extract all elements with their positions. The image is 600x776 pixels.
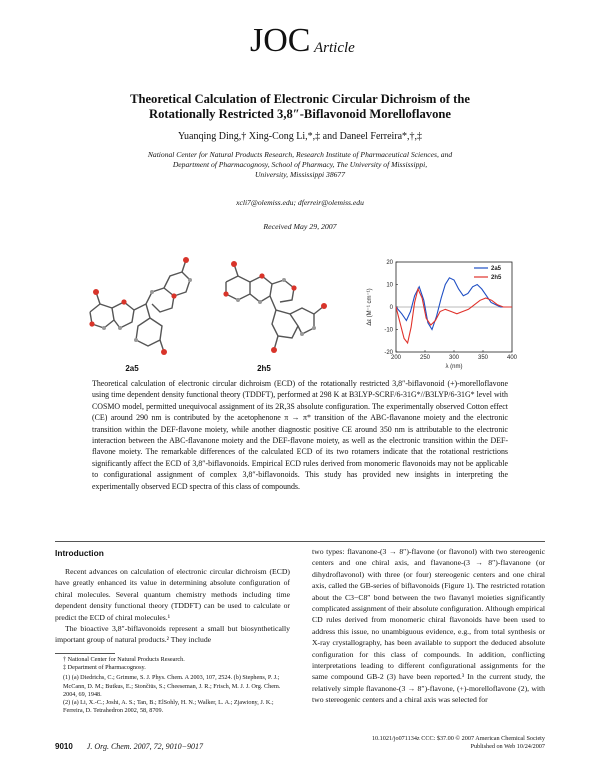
chart-y-tick-label: 0 [389,305,393,311]
affiliation-line-3: University, Mississippi 38677 [254,170,346,179]
affiliation [80,150,520,180]
right-column-text: two types: flavanone-(3 → 8″)-flavone (or flavonol) with two stereogenic centers and one chiral axis, and flavanone-(3 → 8″)-flavanone (or dihydroflavonol) with three (or four) stereogenic centers and one chiral axis, called the GB-series of biflavonoids (Figure 1). The restricted rotation about the C3−C8″ bond between the two flavanyl moieties significantly complicated assignment of their absolute configuration. Although empirical CD rules derived from monomeric chiral flavonoids have been used to address this issue, no unambiguous evidence, e.g., from total synthesis or X-ray crystallography, has been available to support the deduced absolute configuration for this class of compounds. In addition, conflicting interpretations leading to different configurational assignments for the same compound GB-2 (3) have been reported.³ In the current study, the relatively simple flavanone-(3 → 8″)-flavone, (+)-morelloflavone (2), with two stereogenic centers and a chiral axis was selected for [312,547,545,705]
chart-y-axis-label: Δε (M⁻¹ cm⁻¹) [367,288,373,326]
title-line-1: Theoretical Calculation of Electronic Circular Dichroism of the [130,92,470,106]
page-footer-right [340,735,545,751]
section-divider [55,541,545,542]
chart-y-tick-label: -10 [384,327,393,334]
page-number: 9010 [55,742,73,751]
abstract: Theoretical calculation of electronic circular dichroism (ECD) of the rotationally restricted 3,8″-biflavonoid (+)-morelloflavone using time dependent density functional theory (TDDFT), performed at 298 K at B3LYP-SCRF/6-31G*//B3LYP/6-31G* level with COSMO model, permitted unequivocal assignment of its 2R,3S absolute configuration. The experimentally observed Cotton effect (CE) around 290 nm is contributed by the acetophenone π → π* transition of the ABC-flavanone moiety and the electronic transition within the DEF-flavone moiety, while another diagnostic positive CE around 350 nm is attributable to the electronic interaction between the ABC-flavanone moiety and the DEF-flavone moiety, as well as the electronic transition within the DEF-flavone moiety. The remarkable differences of the calculated ECD of its two rotamers indicate that the rotational restrictions significantly affect the ECD of 3,8″-biflavonoids. Empirical ECD rules derived from monomeric flavonoids may not be applicable to configurational assignment of complex 3,8″-biflavonoids. This study has provided new insights in interpreting the experimentally observed ECD spectra of this class of compounds. [92,379,508,491]
chart-x-axis-label: λ (nm) [445,364,463,370]
chart-x-tick-label: 200 [390,355,402,361]
chart-legend-label-2h5: 2h5 [491,275,502,281]
footnotes [55,656,290,715]
footnote-ref-2: (2) (a) Li, X.-C.; Joshi, A. S.; Tan, B.; ElSohly, H. N.; Walker, L. A.; Zjawiony, J. K.; Ferreira, D. Tetrahedron 2002, 58, 8709. [63,699,274,715]
doi-line: 10.1021/jo071134z CCC: $37.00 © 2007 American Chemical Society [371,735,545,742]
article-title [70,92,530,122]
page-footer-left [55,742,203,751]
chart-legend-label-2a5: 2a5 [491,266,502,272]
chart-x-tick-label: 350 [477,355,489,361]
chart-series-group [396,278,512,343]
chart-y-tick-label: 10 [386,282,393,289]
article-type: Article [314,40,355,56]
title-line-2: Rotationally Restricted 3,8″-Biflavonoid Morelloflavone [149,107,451,121]
footnote-1: † National Center for Natural Products Research. [63,656,185,663]
footnote-2: ‡ Department of Pharmacognosy. [63,664,146,672]
journal-abbrev: JOC [250,22,311,58]
received-date: Received May 29, 2007 [263,222,337,231]
chart-series-line-2a5 [396,278,512,330]
authors: Yuanqing Ding,† Xing-Cong Li,*,‡ and Daneel Ferreira*,†,‡ [177,131,423,142]
molecule-structure-2h5 [212,252,332,362]
affiliation-line-2: Department of Pharmacognosy, School of Pharmacy, The University of Mississippi, [172,160,428,169]
introduction-paragraph-2: The bioactive 3,8″-biflavonoids represent a small but biosynthetically important group of natural products.² They include [55,624,290,645]
molecule-structure-2a5 [80,252,200,362]
ecd-chart [362,256,522,374]
contact-emails: xcli7@olemiss.edu; dferreir@olemiss.edu [236,198,364,207]
left-column [55,548,290,646]
introduction-heading: Introduction [55,548,104,558]
chart-y-tick-label: 20 [386,260,393,266]
footnote-rule [55,653,115,654]
footnote-ref-1: (1) (a) Diedrichs, C.; Grimme, S. J. Phys. Chem. A 2003, 107, 2524. (b) Stephens, P. J.; McCann, D. M.; Butkus, E.; Stončiūs, S.; Cheeseman, J. R.; Frisch, M. J. J. Org. Chem. 2004, 69, 1948. [63,674,281,698]
chart-y-tick-label: -20 [384,350,393,356]
journal-citation: J. Org. Chem. 2007, 72, 9010−9017 [86,742,204,751]
journal-logo [248,18,360,58]
chart-x-tick-label: 300 [448,355,460,361]
published-date: Published on Web 10/24/2007 [470,743,545,751]
introduction-paragraph-1: Recent advances on calculation of electronic circular dichroism (ECD) have greatly enhanced its value in determining absolute configuration of chiral molecules. Several quantum chemistry methods including time dependent density functional theory (TDDFT) can be used to calculate or predict the ECD of chiral molecules.¹ [55,567,290,622]
chart-series-line-2h5 [396,289,512,343]
chart-x-tick-label: 400 [506,355,518,361]
affiliation-line-1: National Center for Natural Products Research, Research Institute of Pharmaceutical Sciences, and [147,150,453,159]
structure-label-2h5: 2h5 [257,364,271,373]
chart-legend [474,266,502,281]
structure-label-2a5: 2a5 [125,364,139,373]
chart-x-tick-label: 250 [419,355,431,361]
